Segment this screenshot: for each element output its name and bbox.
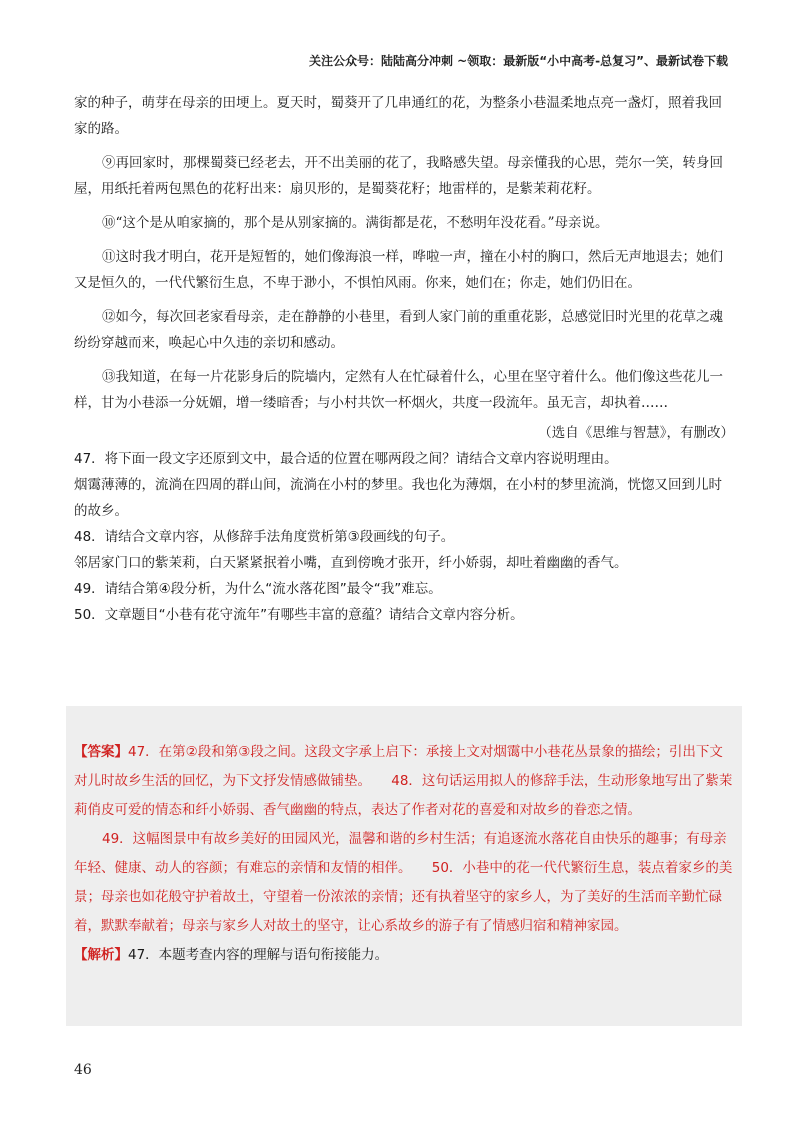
passage-paragraph: 家的种子，萌芽在母亲的田埂上。夏天时，蜀葵开了几串通红的花，为整条小巷温柔地点亮一盏灯，照着我回家的路。 xyxy=(74,95,722,137)
question-47-quote: 烟霭薄薄的，流淌在四周的群山间，流淌在小村的梦里。我也化为薄烟，在小村的梦里流淌，恍惚又回到儿时的故乡。 xyxy=(74,477,722,519)
answer-text-1: 47．在第②段和第③段之间。这段文字承上启下：承接上文对烟霭中小巷花丛景象的描绘；引出下文对儿时故乡生活的回忆，为下文抒发情感做铺垫。 48．这句话运用拟人的修辞手法，生动形象地写出了紫茉莉俏皮可爱的情态和纤小娇弱、香气幽幽的特点，表达了作者对花的喜爱和对故乡的眷恋之情。 xyxy=(74,744,733,818)
answer-paragraph-1 xyxy=(74,738,734,825)
answer-paragraph-2: 49．这幅图景中有故乡美好的田园风光，温馨和谐的乡村生活；有追逐流水落花自由快乐的趣事；有母亲年轻、健康、动人的容颜；有难忘的亲情和友情的相伴。 50．小巷中的花一代代繁衍生息，装点着家乡的美景；母亲也如花般守护着故土，守望着一份浓浓的亲情；还有执着坚守的家乡人，为了美好的生活而辛勤忙碌着，默默奉献着；母亲与家乡人对故土的坚守，让心系故乡的游子有了情感归宿和精神家园。 xyxy=(74,831,733,934)
question-47: 47．将下面一段文字还原到文中，最合适的位置在哪两段之间？请结合文章内容说明理由。 xyxy=(74,451,618,467)
passage-paragraph: ⑫如今，每次回老家看母亲，走在静静的小巷里，看到人家门前的重重花影，总感觉旧时光里的花草之魂纷纷穿越而来，唤起心中久违的亲切和感动。 xyxy=(74,309,723,351)
answer-tag: 【答案】 xyxy=(74,744,128,760)
passage-paragraph: ⑩“这个是从咱家摘的，那个是从别家摘的。满街都是花，不愁明年没花看。”母亲说。 xyxy=(102,215,609,231)
analysis-paragraph xyxy=(74,941,734,970)
passage-paragraph: ⑬我知道，在每一片花影身后的院墙内，定然有人在忙碌着什么，心里在坚守着什么。他们像这些花儿一样，甘为小巷添一分妩媚，增一缕暗香；与小村共饮一杯烟火，共度一段流年。虽无言，却执着…… xyxy=(74,369,723,411)
page-header: 关注公众号：陆陆高分冲刺 ~领取：最新版“小中高考-总复习”、最新试卷下载 xyxy=(309,54,728,68)
passage-paragraph: ⑨再回家时，那棵蜀葵已经老去，开不出美丽的花了，我略感失望。母亲懂我的心思，莞尔一笑，转身回屋，用纸托着两包黑色的花籽出来：扇贝形的，是蜀葵花籽；地雷样的，是紫茉莉花籽。 xyxy=(74,155,723,197)
source-citation: （选自《思维与智慧》，有删改） xyxy=(538,425,734,441)
analysis-tag: 【解析】 xyxy=(74,947,128,963)
document-body xyxy=(74,90,734,628)
question-48-quote: 邻居家门口的紫茉莉，白天紧紧抿着小嘴，直到傍晚才张开，纤小娇弱，却吐着幽幽的香气。 xyxy=(74,555,628,571)
page-number: 46 xyxy=(74,1062,92,1078)
analysis-text: 47．本题考查内容的理解与语句衔接能力。 xyxy=(128,947,389,963)
passage-paragraph: ⑪这时我才明白，花开是短暂的，她们像海浪一样，哗啦一声，撞在小村的胸口，然后无声地退去；她们又是恒久的，一代代繁衍生息，不卑于渺小，不惧怕风雨。你来，她们在；你走，她们仍旧在。 xyxy=(74,249,723,291)
question-48: 48．请结合文章内容，从修辞手法角度赏析第③段画线的句子。 xyxy=(74,529,455,545)
question-49: 49．请结合第④段分析，为什么“流水落花图”最令“我”难忘。 xyxy=(74,581,442,597)
answer-section xyxy=(74,738,734,970)
question-50: 50．文章题目“小巷有花守流年”有哪些丰富的意蕴？请结合文章内容分析。 xyxy=(74,607,524,623)
